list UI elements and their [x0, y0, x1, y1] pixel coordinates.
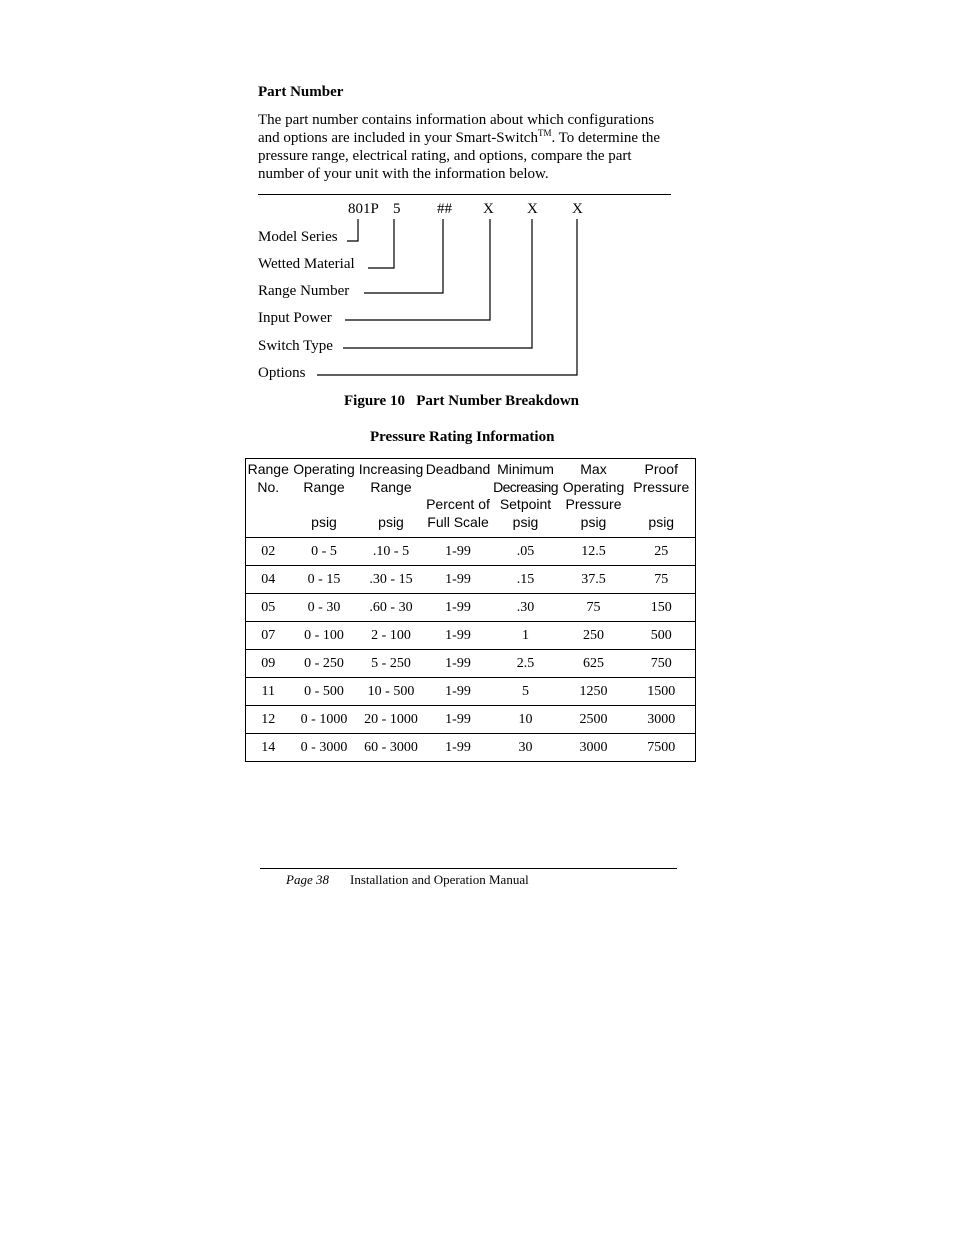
- table-cell: 1-99: [425, 650, 492, 678]
- code-range-number: ##: [437, 201, 452, 217]
- table-row: [246, 650, 696, 678]
- pressure-rating-table: [245, 458, 696, 762]
- table-cell: 7500: [628, 734, 696, 762]
- header-line: Decreasing: [493, 478, 558, 495]
- table-cell: 11: [246, 678, 291, 706]
- table-cell: 10 - 500: [358, 678, 425, 706]
- table-cell: .30 - 15: [358, 566, 425, 594]
- table-cell: 2.5: [492, 650, 560, 678]
- table-row: [246, 538, 696, 566]
- table-cell: 2 - 100: [358, 622, 425, 650]
- header-line: Range: [247, 461, 289, 477]
- table-cell: 5: [492, 678, 560, 706]
- header-line: Range: [303, 478, 345, 495]
- footer-page-number: Page 38: [286, 872, 329, 887]
- label-wetted-material: Wetted Material: [258, 256, 355, 272]
- table-cell: 625: [560, 650, 628, 678]
- header-line: [246, 496, 291, 514]
- figure-caption-text: Figure 10 Part Number Breakdown: [344, 393, 579, 409]
- table-cell: 12: [246, 706, 291, 734]
- trademark-mark: TM: [537, 128, 552, 138]
- table-cell: 0 - 250: [291, 650, 358, 678]
- table-cell: 5 - 250: [358, 650, 425, 678]
- header-line: psig: [512, 513, 539, 530]
- table-cell: 0 - 500: [291, 678, 358, 706]
- header-line: Pressure: [633, 478, 690, 495]
- table-cell: 60 - 3000: [358, 734, 425, 762]
- code-options: X: [572, 201, 583, 217]
- label-switch-type: Switch Type: [258, 338, 333, 354]
- header-range-no: [246, 459, 291, 538]
- table-row: [246, 594, 696, 622]
- table-cell: 0 - 1000: [291, 706, 358, 734]
- table-cell: 14: [246, 734, 291, 762]
- leader-options: [317, 219, 577, 375]
- section-heading: Part Number: [258, 84, 344, 100]
- table-cell: 1-99: [425, 594, 492, 622]
- table-cell: 0 - 30: [291, 594, 358, 622]
- table-cell: 1: [492, 622, 560, 650]
- header-line: No.: [257, 478, 280, 495]
- header-line: Setpoint: [499, 496, 552, 512]
- leader-range-number: [364, 219, 443, 293]
- header-line: psig: [378, 513, 404, 530]
- header-increasing-range: [358, 459, 425, 538]
- table-cell: 04: [246, 566, 291, 594]
- header-line: Full Scale: [427, 513, 489, 530]
- header-line: [358, 496, 425, 514]
- table-cell: 0 - 15: [291, 566, 358, 594]
- table-cell: 1-99: [425, 678, 492, 706]
- footer-manual-title: Installation and Operation Manual: [350, 872, 529, 887]
- header-max-operating-pressure: [560, 459, 628, 538]
- table-cell: 2500: [560, 706, 628, 734]
- label-model-series: Model Series: [258, 229, 338, 245]
- header-line: Increasing: [358, 461, 424, 477]
- header-line: Operating: [562, 478, 625, 495]
- leader-model-series: [347, 219, 358, 241]
- table-cell: 1500: [628, 678, 696, 706]
- paragraph-text-1: The part number contains information about which configurations and options are included in your Smart-Switch: [258, 112, 655, 146]
- table-cell: 0 - 3000: [291, 734, 358, 762]
- leader-wetted-material: [368, 219, 394, 268]
- table-header-row: [246, 459, 696, 538]
- table-row: [246, 734, 696, 762]
- table-cell: .15: [492, 566, 560, 594]
- table-cell: 02: [246, 538, 291, 566]
- table-cell: 25: [628, 538, 696, 566]
- code-wetted-material: 5: [393, 201, 401, 217]
- header-line: Deadband: [425, 461, 491, 477]
- table-cell: 150: [628, 594, 696, 622]
- leader-switch-type: [343, 219, 532, 348]
- header-operating-range: [291, 459, 358, 538]
- header-line: Pressure: [565, 496, 622, 512]
- table-cell: 1-99: [425, 706, 492, 734]
- code-model-series: 801P: [348, 201, 379, 217]
- table-cell: 07: [246, 622, 291, 650]
- table-cell: 1-99: [425, 566, 492, 594]
- header-proof-pressure: [628, 459, 696, 538]
- header-line: Percent of: [426, 496, 490, 512]
- table-cell: 1-99: [425, 538, 492, 566]
- table-cell: 0 - 100: [291, 622, 358, 650]
- table-title: Pressure Rating Information: [370, 429, 555, 445]
- table-cell: .05: [492, 538, 560, 566]
- header-line: Operating: [293, 461, 355, 477]
- label-input-power: Input Power: [258, 310, 332, 326]
- table-cell: 12.5: [560, 538, 628, 566]
- header-line: [425, 479, 492, 497]
- table-row: [246, 706, 696, 734]
- header-line: Proof: [644, 461, 678, 477]
- table-cell: 30: [492, 734, 560, 762]
- code-input-power: X: [483, 201, 494, 217]
- table-cell: 09: [246, 650, 291, 678]
- code-switch-type: X: [527, 201, 538, 217]
- header-line: Minimum: [497, 461, 554, 477]
- label-options: Options: [258, 365, 306, 381]
- table-cell: 1250: [560, 678, 628, 706]
- table-row: [246, 678, 696, 706]
- header-line: [291, 496, 358, 514]
- table-cell: 3000: [628, 706, 696, 734]
- header-line: [628, 496, 696, 514]
- table-cell: 1-99: [425, 622, 492, 650]
- table-cell: .60 - 30: [358, 594, 425, 622]
- table-row: [246, 622, 696, 650]
- table-cell: 10: [492, 706, 560, 734]
- figure-caption: [344, 393, 579, 410]
- leader-lines: [0, 0, 954, 400]
- header-minimum-decreasing-setpoint: [492, 459, 560, 538]
- table-cell: 75: [628, 566, 696, 594]
- table-cell: 37.5: [560, 566, 628, 594]
- header-line: Max: [580, 461, 607, 477]
- table-cell: .10 - 5: [358, 538, 425, 566]
- header-line: psig: [311, 513, 337, 530]
- table-cell: 500: [628, 622, 696, 650]
- table-cell: 75: [560, 594, 628, 622]
- paragraph-text-2: . To determine the pressure range, electrical rating, and options, compare the part number of your unit with the information below.: [258, 130, 661, 182]
- header-line: [246, 514, 291, 532]
- footer-divider: [260, 868, 677, 869]
- header-line: psig: [648, 513, 675, 530]
- table-cell: 3000: [560, 734, 628, 762]
- table-cell: 250: [560, 622, 628, 650]
- header-line: psig: [580, 513, 607, 530]
- table-row: [246, 566, 696, 594]
- leader-input-power: [345, 219, 490, 320]
- header-line: Range: [370, 478, 412, 495]
- table-cell: 05: [246, 594, 291, 622]
- header-deadband: [425, 459, 492, 538]
- table-cell: 750: [628, 650, 696, 678]
- label-range-number: Range Number: [258, 283, 350, 299]
- table-cell: 20 - 1000: [358, 706, 425, 734]
- table-cell: 1-99: [425, 734, 492, 762]
- table-cell: 0 - 5: [291, 538, 358, 566]
- table-cell: .30: [492, 594, 560, 622]
